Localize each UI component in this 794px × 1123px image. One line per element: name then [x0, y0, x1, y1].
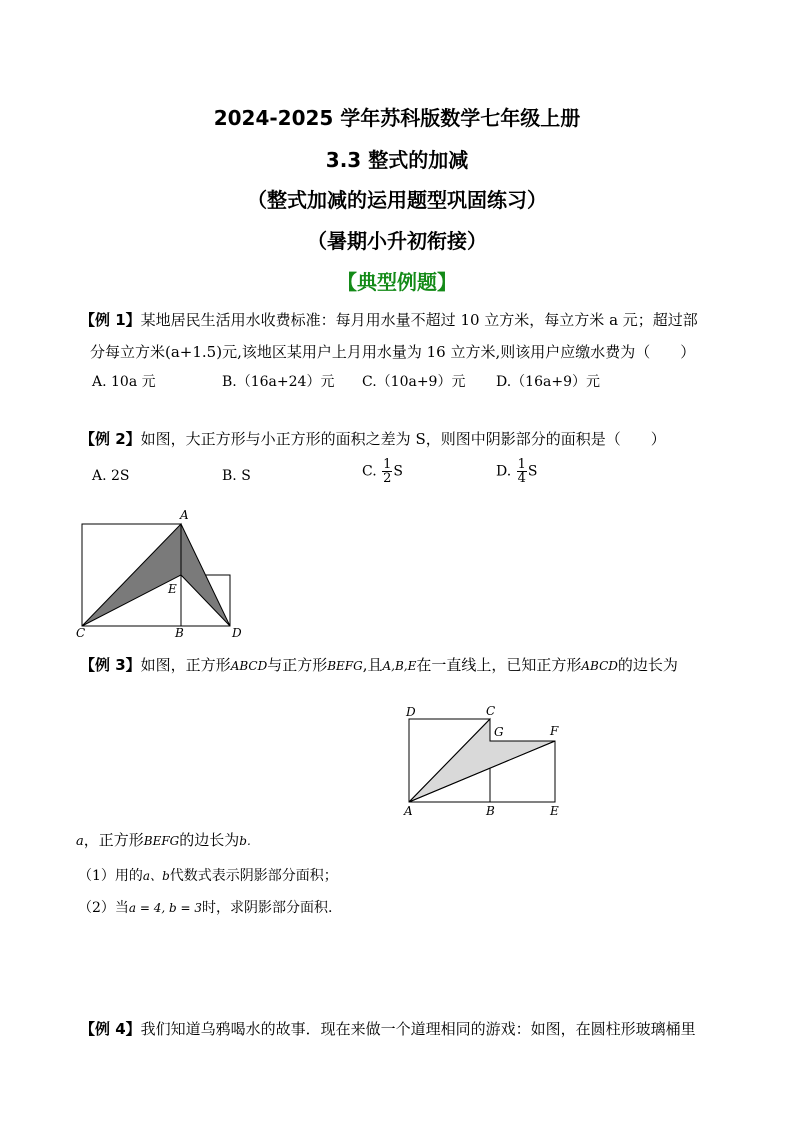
shaded-region — [409, 719, 555, 802]
label-c: C — [486, 704, 496, 718]
label-f: F — [550, 724, 559, 738]
fraction-denominator: 4 — [517, 471, 526, 486]
label-b: B — [175, 626, 184, 640]
title-line-2: 3.3 整式的加减 — [325, 148, 469, 172]
ex1-tag: 【例 1】 — [80, 311, 141, 329]
ex2-option-d-fraction — [517, 458, 527, 485]
title-line-3: （整式加减的运用题型巩固练习） — [247, 188, 547, 212]
ex2-option-d — [496, 458, 538, 485]
ex3-text-2d: 的边长为 — [179, 831, 240, 849]
ex3-text-1g: 在一直线上，已知正方形 — [416, 656, 582, 674]
ex4-line-1 — [80, 1019, 696, 1039]
ex3-q1-a: （1）用的 — [78, 868, 143, 884]
ex3-q1-c: 代数式表示阴影部分面积； — [169, 868, 338, 884]
ex2-option-a: A. 2S — [92, 468, 130, 484]
ex3-line-2 — [76, 830, 251, 852]
ex2-option-b: B. S — [222, 468, 251, 484]
ex3-line-1 — [80, 655, 678, 676]
label-d: D — [232, 626, 242, 640]
ex2-option-c-fraction — [382, 458, 392, 485]
ex3-tag: 【例 3】 — [80, 656, 141, 674]
ex3-q2-a: （2）当 — [78, 900, 129, 916]
ex3-text-1e: ,且 — [362, 656, 383, 674]
label-a: A — [180, 508, 189, 522]
ex1-option-b: B.（16a+24）元 — [222, 374, 335, 390]
ex3-text-2c: BEFG — [143, 834, 180, 848]
fraction-denominator: 2 — [383, 471, 392, 486]
shaded-triangle-left — [82, 524, 181, 626]
label-g: G — [494, 725, 504, 739]
ex2-text-1: 如图，大正方形与小正方形的面积之差为 S，则图中阴影部分的面积是（ ） — [140, 430, 666, 448]
ex1-option-a: A. 10a 元 — [92, 374, 156, 390]
ex2-option-d-suffix: S — [527, 463, 538, 480]
ex1-line-1 — [80, 310, 698, 330]
ex1-text-1: 某地居民生活用水收费标准：每月用水量不超过 10 立方米，每立方米 a 元；超过部 — [140, 311, 698, 329]
label-c: C — [76, 626, 86, 640]
label-a: A — [404, 804, 413, 818]
ex3-text-2e: b. — [239, 834, 251, 848]
label-b: B — [486, 804, 495, 818]
ex3-q1-b: a、b — [142, 869, 170, 883]
ex3-text-1c: 与正方形 — [267, 656, 328, 674]
label-d: D — [406, 705, 416, 719]
ex3-question-2 — [78, 898, 332, 918]
title-line-4: （暑期小升初衔接） — [307, 229, 487, 253]
ex3-text-1f: A,B,E — [382, 659, 417, 673]
ex3-text-1d: BEFG — [327, 659, 363, 673]
section-heading: 【典型例题】 — [337, 270, 457, 294]
ex2-figure — [70, 505, 260, 640]
ex1-line-2: 分每立方米(a+1.5)元,该地区某用户上月用水量为 16 立方米,则该用户应缴水费为（ ） — [90, 343, 696, 361]
ex2-option-d-prefix: D. — [496, 463, 512, 480]
ex2-tag: 【例 2】 — [80, 430, 141, 448]
ex3-q2-c: 时，求阴影部分面积. — [202, 900, 333, 916]
ex3-text-2b: ，正方形 — [83, 831, 144, 849]
label-e: E — [168, 582, 177, 596]
fraction-numerator: 1 — [517, 457, 526, 472]
ex3-text-1a: 如图，正方形 — [140, 656, 231, 674]
ex1-option-c: C.（10a+9）元 — [362, 374, 466, 390]
ex2-option-c-suffix: S — [393, 463, 403, 480]
ex2-option-c-prefix: C. — [362, 463, 377, 480]
ex3-question-1 — [78, 866, 338, 886]
ex3-text-1i: 的边长为 — [617, 656, 678, 674]
ex2-option-c — [362, 458, 403, 485]
ex3-text-2a: a — [76, 834, 84, 849]
ex4-text-1: 我们知道乌鸦喝水的故事．现在来做一个道理相同的游戏：如图，在圆柱形玻璃桶里 — [140, 1020, 696, 1038]
title-line-1: 2024-2025 学年苏科版数学七年级上册 — [213, 106, 581, 130]
ex2-line-1 — [80, 429, 666, 449]
label-e: E — [550, 804, 559, 818]
ex3-q2-b: a = 4, b = 3 — [128, 901, 203, 915]
ex3-text-1h: ABCD — [581, 659, 618, 673]
ex3-text-1b: ABCD — [230, 659, 268, 673]
fraction-numerator: 1 — [383, 457, 392, 472]
ex1-option-d: D.（16a+9）元 — [496, 374, 600, 390]
ex4-tag: 【例 4】 — [80, 1020, 141, 1038]
ex3-figure — [398, 703, 568, 821]
